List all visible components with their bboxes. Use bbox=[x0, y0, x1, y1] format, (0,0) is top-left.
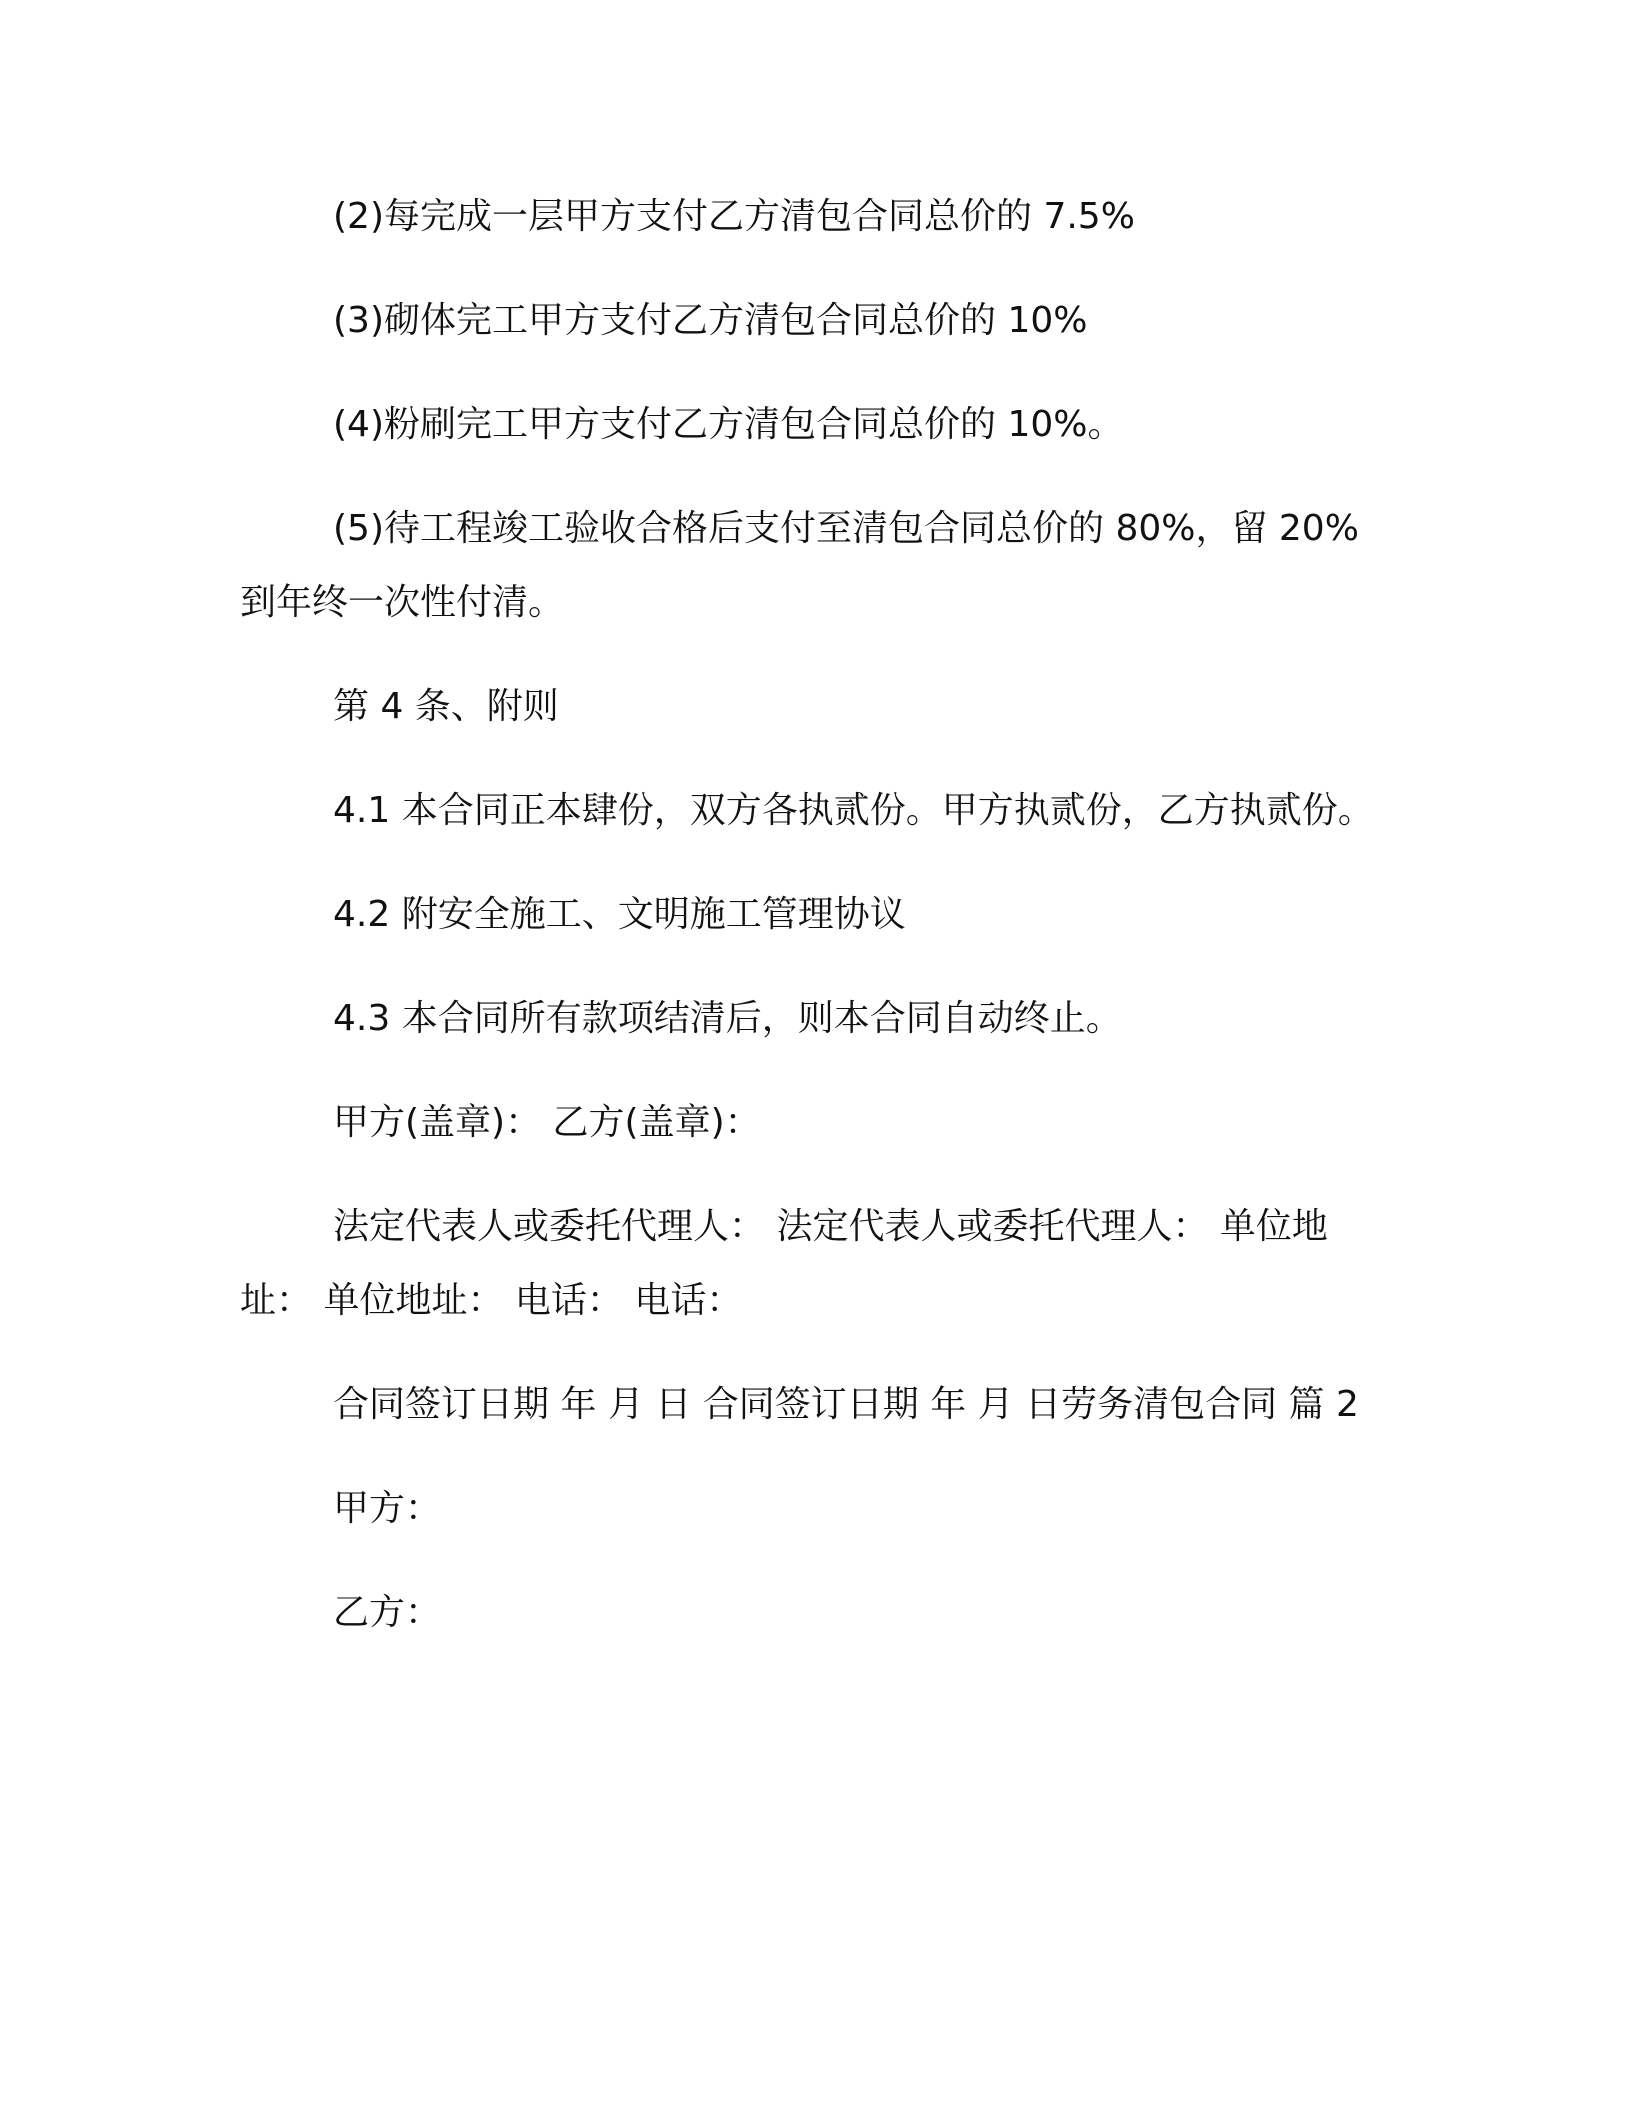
signing-date-line: 合同签订日期 年 月 日 合同签订日期 年 月 日劳务清包合同 篇 2 bbox=[333, 1384, 1359, 1425]
clause-4-1: 4.1 本合同正本肆份，双方各执贰份。甲方执贰份，乙方执贰份。 bbox=[333, 790, 1374, 831]
signature-line: 甲方(盖章)： 乙方(盖章)： bbox=[333, 1102, 761, 1143]
clause-4-2: 4.2 附安全施工、文明施工管理协议 bbox=[333, 894, 906, 935]
payment-clause-5: (5)待工程竣工验收合格后支付至清包合同总价的 80%，留 20%到年终一次性付清。 bbox=[240, 508, 1359, 623]
representative-line: 法定代表人或委托代理人： 法定代表人或委托代理人： 单位地址： 单位地址： 电话： 电话： bbox=[240, 1206, 1328, 1321]
clause-4-3: 4.3 本合同所有款项结清后，则本合同自动终止。 bbox=[333, 998, 1122, 1039]
payment-clause-3: (3)砌体完工甲方支付乙方清包合同总价的 10% bbox=[333, 300, 1088, 341]
party-b-line: 乙方： bbox=[333, 1592, 442, 1633]
article-4-heading: 第 4 条、附则 bbox=[333, 686, 559, 727]
party-a-line: 甲方： bbox=[333, 1488, 442, 1529]
payment-clause-2: (2)每完成一层甲方支付乙方清包合同总价的 7.5% bbox=[333, 196, 1135, 237]
payment-clause-4: (4)粉刷完工甲方支付乙方清包合同总价的 10%。 bbox=[333, 404, 1124, 445]
